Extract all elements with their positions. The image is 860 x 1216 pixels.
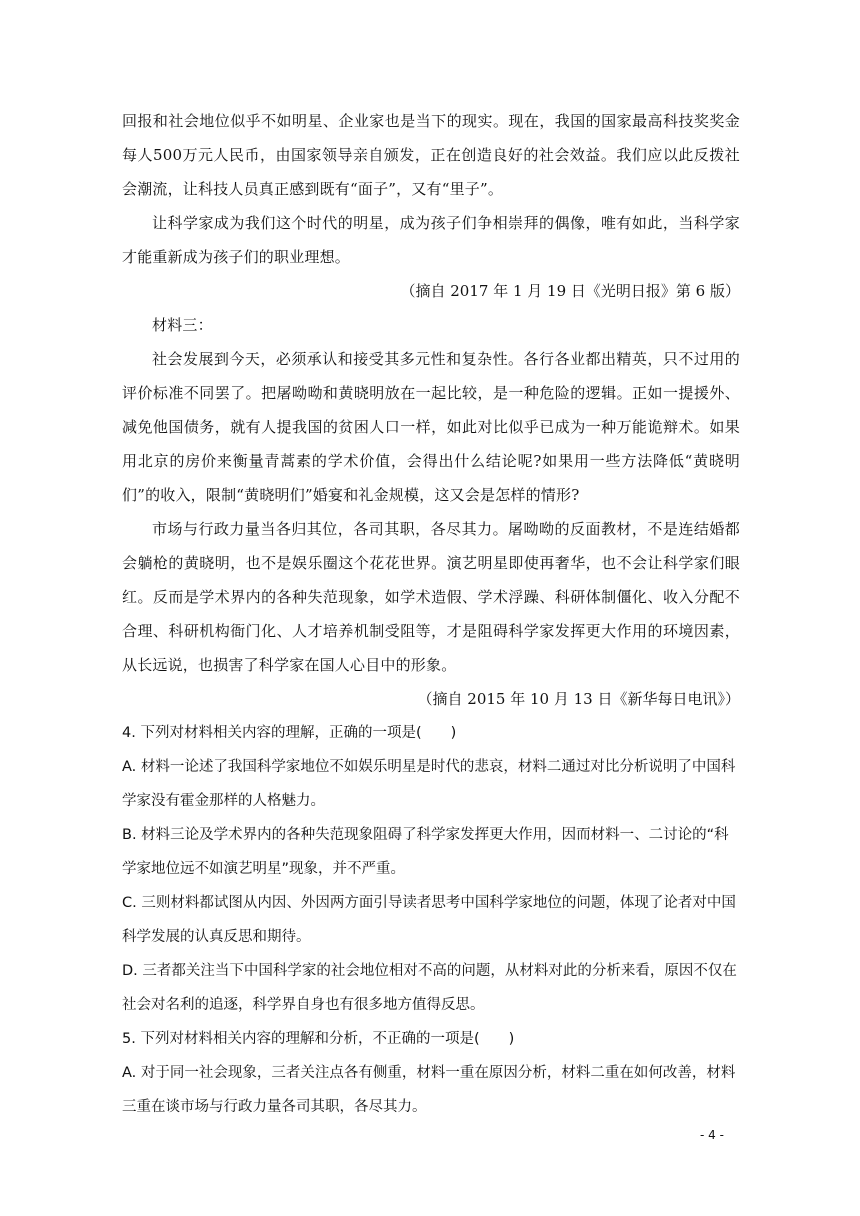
source-citation: （摘自 2017 年 1 月 19 日《光明日报》第 6 版） (400, 282, 740, 300)
question-stem: 5. 下列对材料相关内容的理解和分析，不正确的一项是( ) (122, 1031, 515, 1047)
paragraph: 社会发展到今天，必须承认和接受其多元性和复杂性。各行各业都出精英，只不过用的评价标准不同罢了。把屠呦呦和黄晓明放在一起比较，是一种危险的逻辑。正如一提援外、减免他国债务，就有人提我国的贫困人口一样，如此对比似乎已成为一种万能诡辩术。如果用北京的房价来衡量青蒿素的学术价值，会得出什么结论呢?如果用一些方法降低“黄晓明们”的收入，限制“黄晓明们”婚宴和礼金规模，这又会是怎样的情形? (122, 350, 740, 504)
option-a: A. 对于同一社会现象，三者关注点各有侧重，材料一重在原因分析，材料二重在如何改善，材料三重在谈市场与行政力量各司其职，各尽其力。 (122, 1065, 736, 1115)
option-d: D. 三者都关注当下中国科学家的社会地位相对不高的问题，从材料对此的分析来看，原因不仅在社会对名利的追逐，科学界自身也有很多地方值得反思。 (122, 963, 737, 1013)
paragraph-continuation: 回报和社会地位似乎不如明星、企业家也是当下的现实。现在，我国的国家最高科技奖奖金每人500万元人民币，由国家领导亲自颁发，正在创造良好的社会效益。我们应以此反拨社会潮流，让科技人员真正感到既有“面子”，又有“里子”。 (122, 112, 740, 198)
source-citation: （摘自 2015 年 10 月 13 日《新华每日电讯》） (417, 690, 740, 708)
option-c: C. 三则材料都试图从内因、外因两方面引导读者思考中国科学家地位的问题，体现了论者对中国科学发展的认真反思和期待。 (122, 895, 736, 945)
paragraph: 市场与行政力量当各归其位，各司其职，各尽其力。屠呦呦的反面教材，不是连结婚都会躺枪的黄晓明，也不是娱乐圈这个花花世界。演艺明星即使再奢华，也不会让科学家们眼红。反而是学术界内的各种失范现象，如学术造假、学术浮躁、科研体制僵化、收入分配不合理、科研机构衙门化、人才培养机制受阻等，才是阻碍科学家发挥更大作用的环境因素，从长远说，也损害了科学家在国人心目中的形象。 (122, 520, 740, 674)
paragraph: 让科学家成为我们这个时代的明星，成为孩子们争相崇拜的偶像，唯有如此，当科学家才能重新成为孩子们的职业理想。 (122, 214, 740, 266)
option-a: A. 材料一论述了我国科学家地位不如娱乐明星是时代的悲哀，材料二通过对比分析说明了中国科学家没有霍金那样的人格魅力。 (122, 759, 736, 809)
question-stem: 4. 下列对材料相关内容的理解，正确的一项是( ) (122, 725, 457, 741)
page-number: - 4 - (700, 1128, 724, 1142)
material-label: 材料三： (152, 316, 213, 334)
document-page (122, 104, 740, 1124)
option-b: B. 材料三论及学术界内的各种失范现象阻碍了科学家发挥更大作用，因而材料一、二讨论的“科学家地位远不如演艺明星”现象，并不严重。 (122, 827, 729, 877)
